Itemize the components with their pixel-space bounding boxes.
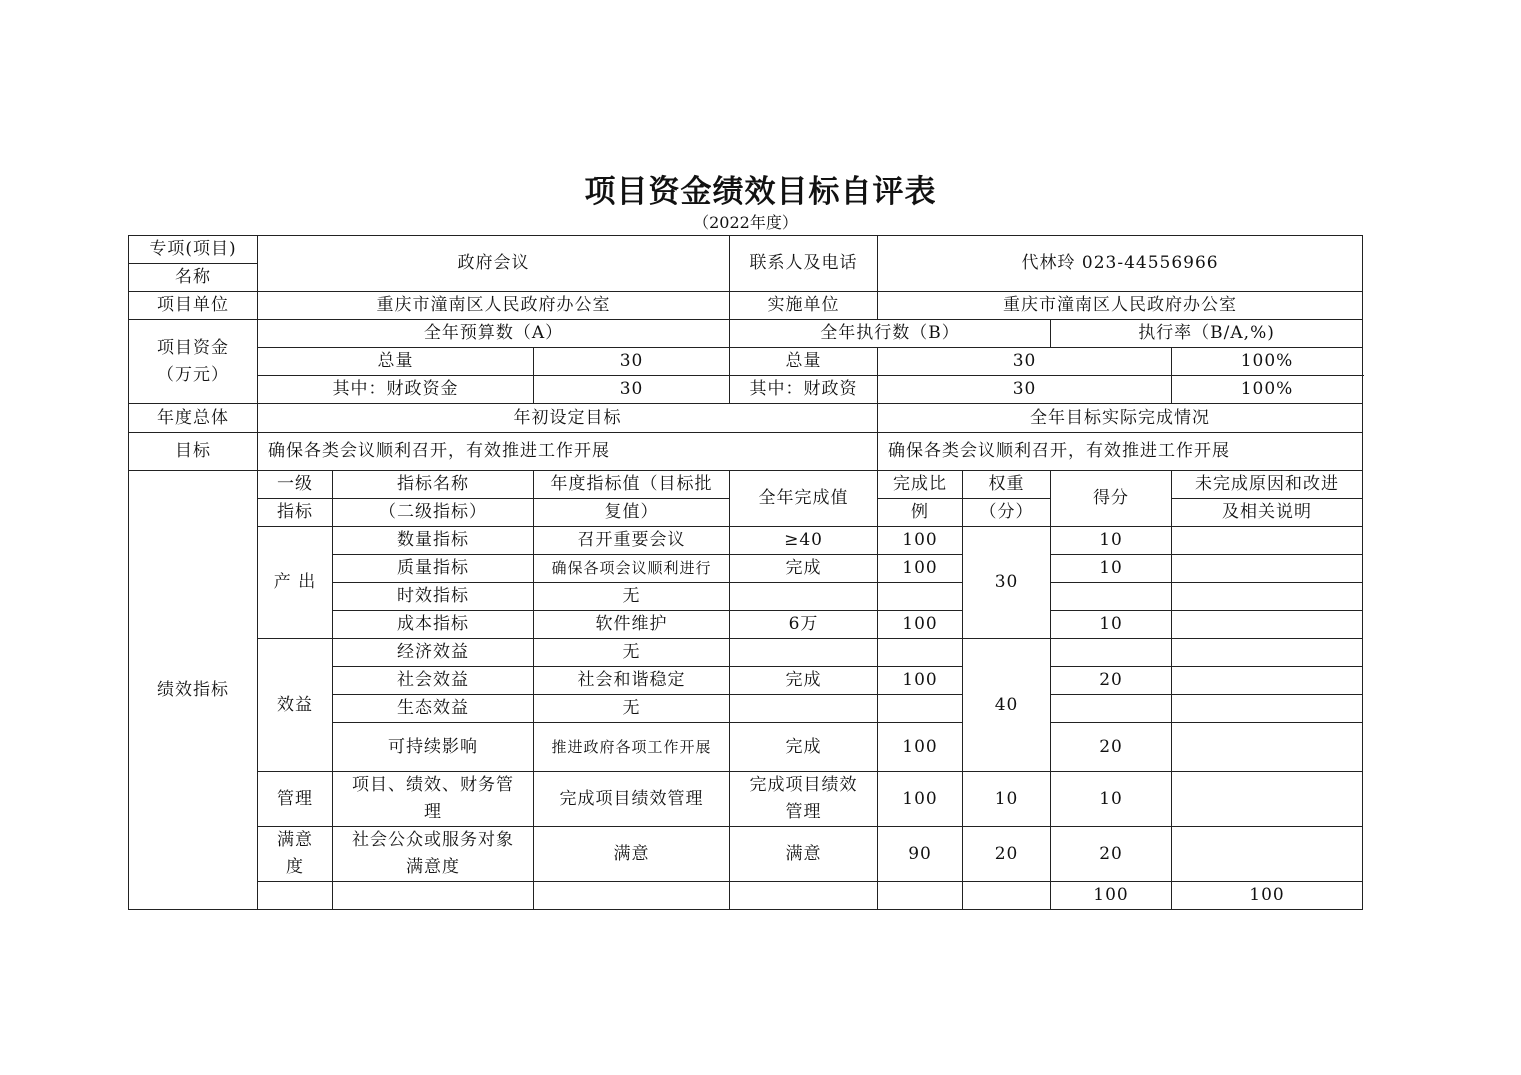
indicator-target: 社会和谐稳定 [534, 667, 730, 695]
total-blank [534, 882, 730, 910]
satisfaction-label [258, 827, 333, 882]
indicator-score [1051, 583, 1172, 611]
total-blank [963, 882, 1051, 910]
management-indicator-line1: 项目、绩效、财务管 [352, 775, 514, 795]
funds-label [129, 320, 258, 404]
management-actual-line2: 管理 [785, 802, 822, 822]
indicator-ratio: 100 [878, 723, 963, 772]
management-score: 10 [1051, 772, 1172, 827]
indicator-name: 生态效益 [333, 695, 534, 723]
indicator-target: 软件维护 [534, 611, 730, 639]
evaluation-table [128, 235, 1363, 910]
funds-label-line2: （万元） [157, 364, 229, 385]
indicator-ratio: 100 [878, 527, 963, 555]
management-indicator [333, 772, 534, 827]
satisfaction-indicator-line1: 社会公众或服务对象 [352, 830, 514, 850]
management-indicator-line2: 理 [424, 802, 442, 822]
indicator-name: 数量指标 [333, 527, 534, 555]
indicator-target: 无 [534, 583, 730, 611]
header-level1: 一级 [258, 471, 333, 499]
indicator-name: 社会效益 [333, 667, 534, 695]
satisfaction-score: 20 [1051, 827, 1172, 882]
rate-header: 执行率（B/A,%) [1051, 320, 1363, 348]
fiscal-exec: 30 [878, 376, 1172, 404]
output-weight: 30 [963, 527, 1051, 639]
header-name: 指标名称 [333, 471, 534, 499]
indicator-reason [1172, 583, 1363, 611]
budget-header: 全年预算数（A） [258, 320, 730, 348]
total-rate: 100% [1172, 348, 1363, 376]
total-budget: 30 [534, 348, 730, 376]
indicator-ratio [878, 639, 963, 667]
indicator-actual [730, 639, 878, 667]
indicator-name: 时效指标 [333, 583, 534, 611]
indicator-reason [1172, 723, 1363, 772]
satisfaction-label-line1: 满意 [277, 830, 313, 850]
satisfaction-indicator [333, 827, 534, 882]
impl-unit-label: 实施单位 [730, 292, 878, 320]
indicator-reason [1172, 527, 1363, 555]
initial-goal: 确保各类会议顺利召开，有效推进工作开展 [258, 433, 878, 471]
indicator-score: 10 [1051, 611, 1172, 639]
actual-goal: 确保各类会议顺利召开，有效推进工作开展 [878, 433, 1363, 471]
header-reason-2: 及相关说明 [1172, 499, 1363, 527]
indicator-score [1051, 695, 1172, 723]
satisfaction-actual: 满意 [730, 827, 878, 882]
satisfaction-target: 满意 [534, 827, 730, 882]
indicator-actual: 完成 [730, 667, 878, 695]
contact-value: 代林玲 023-44556966 [878, 236, 1363, 292]
total-blank [258, 882, 333, 910]
fiscal-exec-label: 其中：财政资 [730, 376, 878, 404]
indicator-reason [1172, 555, 1363, 583]
indicator-target: 推进政府各项工作开展 [534, 723, 730, 772]
indicator-actual: 完成 [730, 555, 878, 583]
goals-label-2: 目标 [129, 433, 258, 471]
indicator-name: 可持续影响 [333, 723, 534, 772]
management-actual-line1: 完成项目绩效 [749, 775, 858, 795]
fiscal-budget: 30 [534, 376, 730, 404]
header-reason: 未完成原因和改进 [1172, 471, 1363, 499]
contact-label: 联系人及电话 [730, 236, 878, 292]
indicator-ratio: 100 [878, 667, 963, 695]
indicator-actual [730, 583, 878, 611]
indicator-reason [1172, 667, 1363, 695]
total-score: 100 [1172, 882, 1363, 910]
indicator-target: 无 [534, 695, 730, 723]
management-ratio: 100 [878, 772, 963, 827]
indicator-ratio [878, 695, 963, 723]
satisfaction-ratio: 90 [878, 827, 963, 882]
indicator-score: 20 [1051, 667, 1172, 695]
indicator-actual: 6万 [730, 611, 878, 639]
total-exec: 30 [878, 348, 1172, 376]
indicator-ratio [878, 583, 963, 611]
management-target: 完成项目绩效管理 [534, 772, 730, 827]
indicator-actual: ≥40 [730, 527, 878, 555]
header-name-2: （二级指标） [333, 499, 534, 527]
header-target-2: 复值） [534, 499, 730, 527]
total-weight: 100 [1051, 882, 1172, 910]
total-exec-label: 总量 [730, 348, 878, 376]
header-level1-2: 指标 [258, 499, 333, 527]
exec-header: 全年执行数（B） [730, 320, 1051, 348]
indicators-section-label: 绩效指标 [129, 471, 258, 910]
indicator-target: 无 [534, 639, 730, 667]
indicator-reason [1172, 639, 1363, 667]
satisfaction-weight: 20 [963, 827, 1051, 882]
header-target: 年度指标值（目标批 [534, 471, 730, 499]
management-actual [730, 772, 878, 827]
indicator-ratio: 100 [878, 611, 963, 639]
indicator-score: 10 [1051, 555, 1172, 583]
funds-label-line1: 项目资金 [157, 337, 229, 358]
header-weight-2: （分） [963, 499, 1051, 527]
total-blank [730, 882, 878, 910]
header-ratio: 完成比 [878, 471, 963, 499]
benefit-weight: 40 [963, 639, 1051, 772]
page-subtitle: （2022年度） [693, 213, 798, 232]
impl-unit: 重庆市潼南区人民政府办公室 [878, 292, 1363, 320]
output-label: 产 出 [258, 527, 333, 639]
indicator-actual [730, 695, 878, 723]
indicator-actual: 完成 [730, 723, 878, 772]
indicator-name: 质量指标 [333, 555, 534, 583]
satisfaction-label-line2: 度 [286, 857, 304, 877]
initial-goal-header: 年初设定目标 [258, 404, 878, 433]
management-weight: 10 [963, 772, 1051, 827]
indicator-score [1051, 639, 1172, 667]
total-blank [333, 882, 534, 910]
total-blank [878, 882, 963, 910]
project-unit-label: 项目单位 [129, 292, 258, 320]
project-unit: 重庆市潼南区人民政府办公室 [258, 292, 730, 320]
goals-label: 年度总体 [129, 404, 258, 433]
management-reason [1172, 772, 1363, 827]
fiscal-budget-label: 其中：财政资金 [258, 376, 534, 404]
benefit-label: 效益 [258, 639, 333, 772]
header-weight: 权重 [963, 471, 1051, 499]
indicator-reason [1172, 611, 1363, 639]
indicator-score: 20 [1051, 723, 1172, 772]
page-title: 项目资金绩效目标自评表 [584, 174, 937, 210]
indicator-reason [1172, 695, 1363, 723]
satisfaction-indicator-line2: 满意度 [406, 857, 460, 877]
indicator-name: 成本指标 [333, 611, 534, 639]
actual-goal-header: 全年目标实际完成情况 [878, 404, 1363, 433]
project-name-label: 专项(项目) [129, 236, 258, 264]
indicator-target: 确保各项会议顺利进行 [534, 555, 730, 583]
indicator-target: 召开重要会议 [534, 527, 730, 555]
fiscal-rate: 100% [1172, 376, 1363, 404]
header-ratio-2: 例 [878, 499, 963, 527]
project-name-label-2: 名称 [129, 264, 258, 292]
indicator-ratio: 100 [878, 555, 963, 583]
management-label: 管理 [258, 772, 333, 827]
satisfaction-reason [1172, 827, 1363, 882]
header-actual: 全年完成值 [730, 471, 878, 527]
total-budget-label: 总量 [258, 348, 534, 376]
indicator-score: 10 [1051, 527, 1172, 555]
indicator-name: 经济效益 [333, 639, 534, 667]
header-score: 得分 [1051, 471, 1172, 527]
project-name: 政府会议 [258, 236, 730, 292]
